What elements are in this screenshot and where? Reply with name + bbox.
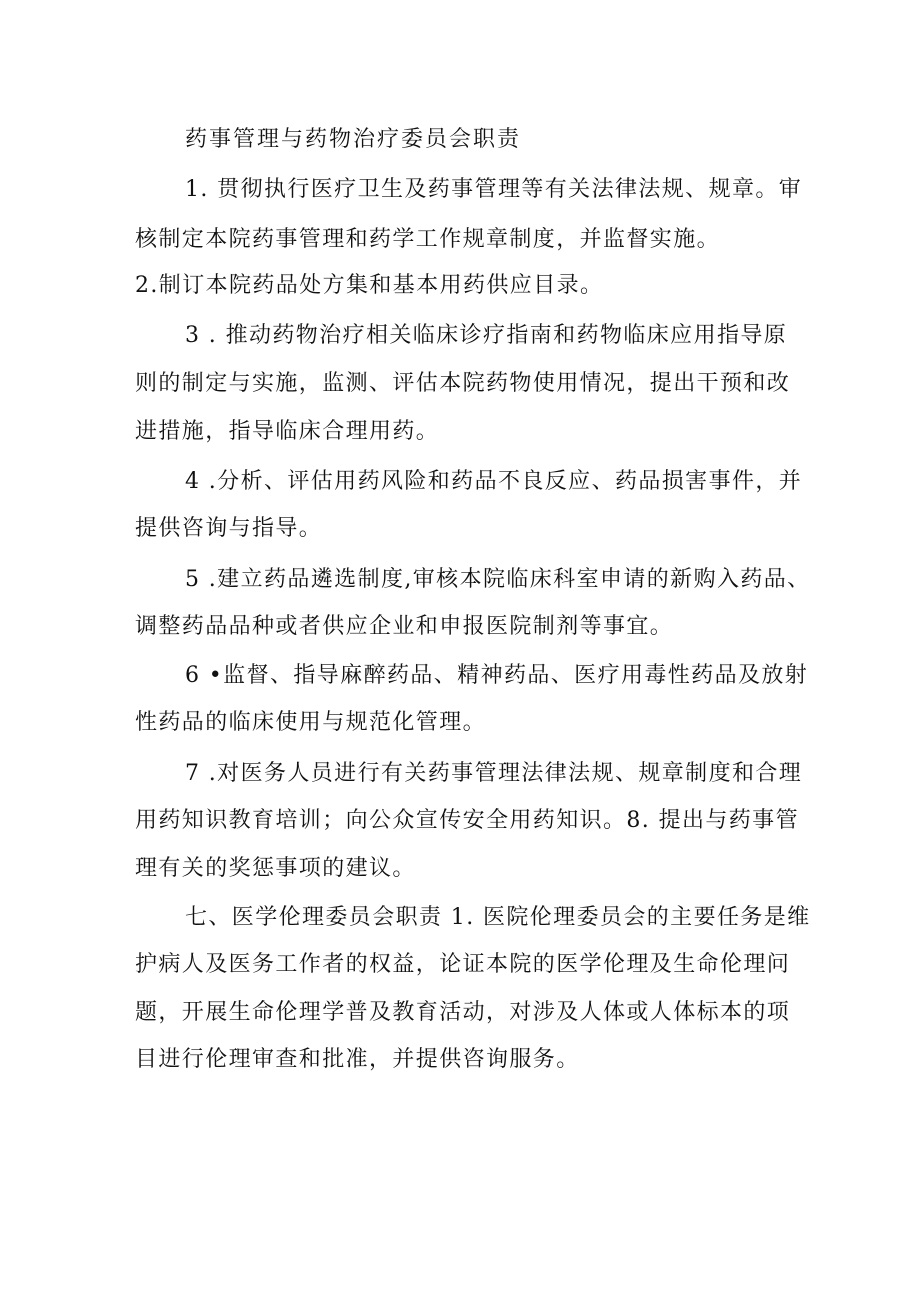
paragraph-5-line-2: 调整药品品种或者供应企业和申报医院制剂等事宜。 xyxy=(135,614,674,639)
paragraph-3-line-2: 则的制定与实施，监测、评估本院药物使用情况，提出干预和改 xyxy=(135,371,791,396)
paragraph-5-line-1: 5 .建立药品遴选制度,审核本院临床科室申请的新购入药品、 xyxy=(185,567,811,592)
paragraph-4-line-2: 提供咨询与指导。 xyxy=(135,516,323,541)
paragraph-1-line-1: 1. 贯彻执行医疗卫生及药事管理等有关法律法规、规章。审 xyxy=(185,177,803,202)
paragraph-8-line-2: 护病人及医务工作者的权益，论证本院的医学伦理及生命伦理问 xyxy=(135,952,791,977)
paragraph-7-line-3: 理有关的奖惩事项的建议。 xyxy=(135,856,416,881)
paragraph-6-line-1: 6 •监督、指导麻醉药品、精神药品、医疗用毒性药品及放射 xyxy=(185,663,809,688)
document-title: 药事管理与药物治疗委员会职责 xyxy=(185,127,522,152)
paragraph-3-line-1: 3 . 推动药物治疗相关临床诊疗指南和药物临床应用指导原 xyxy=(185,323,788,348)
paragraph-7-line-2: 用药知识教育培训；向公众宣传安全用药知识。8. 提出与药事管 xyxy=(135,808,799,833)
paragraph-8-line-3: 题，开展生命伦理学普及教育活动，对涉及人体或人体标本的项 xyxy=(135,1000,791,1025)
paragraph-6-line-2: 性药品的临床使用与规范化管理。 xyxy=(135,710,487,735)
paragraph-1-line-2: 核制定本院药事管理和药学工作规章制度，并监督实施。 xyxy=(135,227,721,252)
paragraph-8-line-1: 七、医学伦理委员会职责 1. 医院伦理委员会的主要任务是维 xyxy=(185,905,811,930)
paragraph-3-line-3: 进措施，指导临床合理用药。 xyxy=(135,419,440,444)
paragraph-4-line-1: 4 .分析、评估用药风险和药品不良反应、药品损害事件，并 xyxy=(185,469,803,494)
paragraph-7-line-1: 7 .对医务人员进行有关药事管理法律法规、规章制度和合理 xyxy=(185,761,803,786)
paragraph-2-line-1: 2.制订本院药品处方集和基本用药供应目录。 xyxy=(135,273,604,298)
paragraph-8-line-4: 目进行伦理审查和批准，并提供咨询服务。 xyxy=(135,1047,580,1072)
